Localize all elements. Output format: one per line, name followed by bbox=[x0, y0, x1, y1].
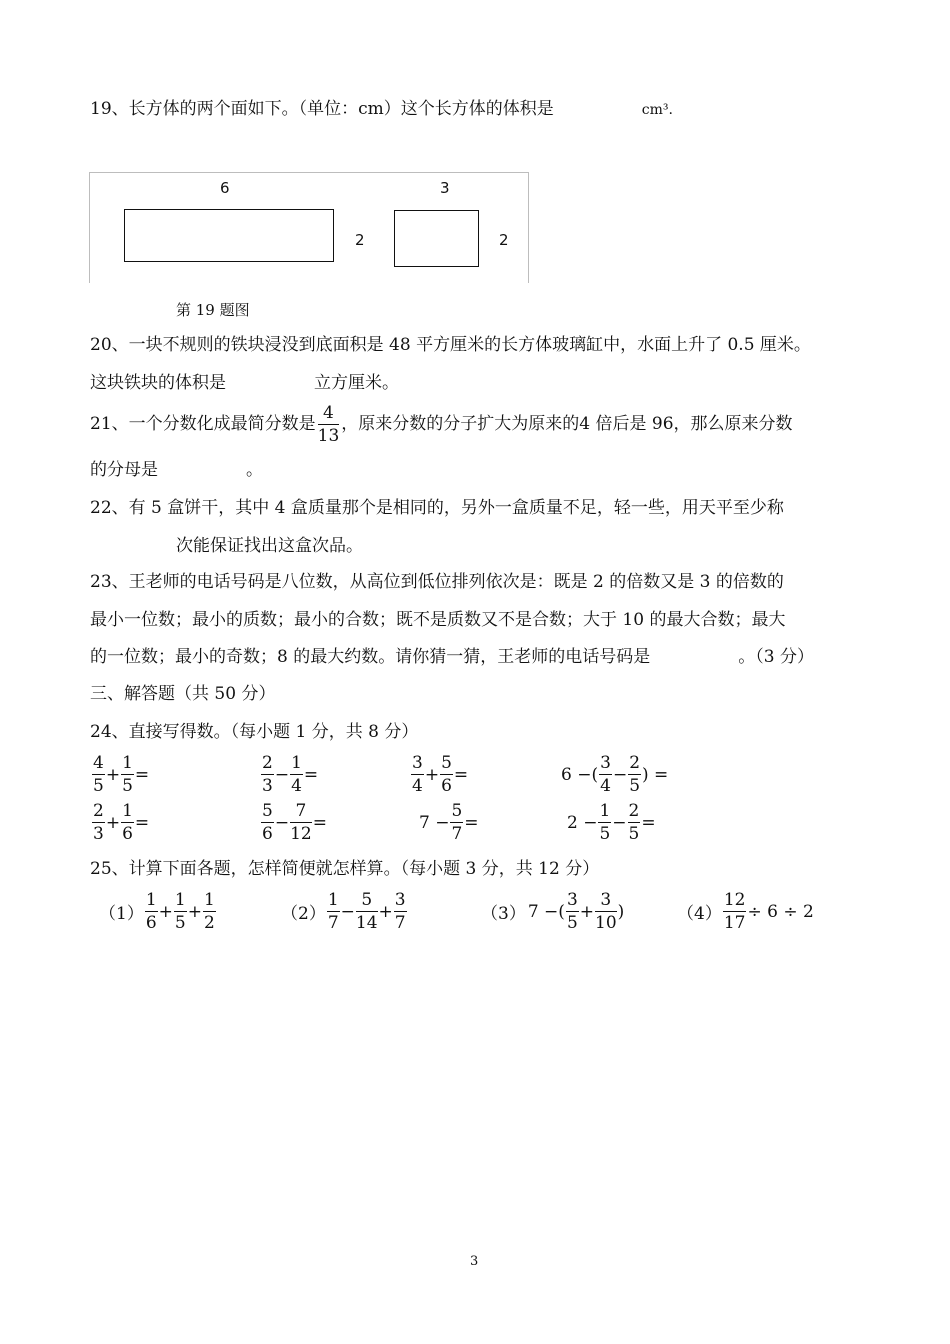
q24-row2-item-1-frac2 bbox=[121, 800, 134, 845]
q24-row2-item-2-frac2 bbox=[290, 800, 312, 845]
q25-item-1-frac-b bbox=[174, 889, 187, 934]
q22-line2: 次能保证找出这盒次品。 bbox=[176, 536, 363, 556]
q25-item-2-frac-b-num: 5 bbox=[356, 889, 378, 912]
q21-line1 bbox=[90, 402, 793, 446]
q21-line2a: 的分母是 bbox=[90, 460, 158, 480]
q19-label-width: 3 bbox=[440, 179, 450, 197]
q21-line2 bbox=[90, 460, 263, 480]
q24-row2-item-3-eq: = bbox=[464, 812, 479, 833]
q24-row1-item-4-op: − bbox=[612, 764, 628, 785]
q19-face-front bbox=[124, 209, 334, 262]
q24-row1-item-3-frac2-den: 6 bbox=[441, 776, 452, 796]
q24-row2-item-4-frac1 bbox=[598, 800, 611, 845]
q24-row1-item-3-frac2-num: 5 bbox=[441, 753, 452, 773]
q25-item-1-frac-a bbox=[145, 889, 158, 934]
q19-label-length: 6 bbox=[220, 179, 230, 197]
q24-row2-item-1-frac1 bbox=[92, 800, 105, 845]
q21-line2b: 。 bbox=[246, 460, 263, 480]
q25-title: 25、计算下面各题，怎样简便就怎样算。（每小题 3 分，共 12 分） bbox=[90, 859, 600, 879]
q19-prompt: 19、长方体的两个面如下。（单位：cm）这个长方体的体积是 bbox=[90, 99, 554, 119]
q24-row1-item-4-pre: 6 −( bbox=[561, 764, 599, 785]
q24-row2-item-1-eq: = bbox=[134, 812, 150, 833]
q24-row1-item-2-op: − bbox=[274, 764, 290, 785]
q25-item-2-op2: + bbox=[378, 901, 393, 922]
q25-item-3-post: ) bbox=[617, 901, 625, 922]
q25-item-2-label: （2） bbox=[281, 904, 326, 924]
q25-item-2-frac-c-num: 3 bbox=[394, 890, 406, 910]
q25-item-2-frac-c bbox=[394, 889, 407, 934]
q25-item-2-frac-b-den: 14 bbox=[355, 913, 378, 933]
q24-row2-item-1 bbox=[92, 800, 150, 845]
q24-row2-item-4 bbox=[566, 800, 657, 845]
q24-row1-item-3-frac1-num: 3 bbox=[412, 753, 423, 773]
q25-item-3-frac-a-num: 3 bbox=[566, 890, 578, 910]
q25-item-1-frac-b-den: 5 bbox=[174, 913, 186, 933]
q24-row1-item-1-frac2-den: 5 bbox=[122, 776, 133, 796]
q20-line1: 20、一块不规则的铁块浸没到底面积是 48 平方厘米的长方体玻璃缸中，水面上升了 0.5 厘米。 bbox=[90, 335, 811, 355]
q20-line2a: 这块铁块的体积是 bbox=[90, 373, 226, 393]
q24-row2-item-3-frac1-num: 5 bbox=[451, 801, 463, 821]
q24-row1-item-3-frac1-den: 4 bbox=[412, 776, 423, 796]
q25-item-3-frac-b-den: 10 bbox=[595, 913, 617, 933]
q24-row1-item-2-frac1-den: 3 bbox=[262, 776, 273, 796]
q24-row1-item-1-frac2 bbox=[121, 752, 134, 797]
q25-item-3-frac-a bbox=[566, 889, 579, 934]
q25-item-2-frac-b bbox=[356, 889, 378, 934]
q24-row2-item-4-frac1-den: 5 bbox=[599, 824, 611, 844]
q25-item-4-frac-a-den: 17 bbox=[723, 913, 746, 933]
q24-row1-item-1 bbox=[92, 752, 150, 797]
q25-item-1-label: （1） bbox=[99, 904, 144, 924]
q25-item-1-frac-c bbox=[203, 889, 216, 934]
q24-row2-item-4-op: − bbox=[612, 812, 627, 833]
q24-row1-item-2-frac2 bbox=[290, 752, 303, 797]
q24-row1-item-4-frac1 bbox=[599, 752, 612, 797]
q24-row2-item-2-frac2-num: 7 bbox=[290, 800, 312, 823]
q23-line3 bbox=[90, 647, 814, 667]
q24-row2-item-4-pre: 2 − bbox=[567, 812, 598, 833]
page-number: 3 bbox=[470, 1254, 479, 1269]
q24-row2-item-4-eq: = bbox=[641, 812, 656, 833]
q24-row2-item-3 bbox=[418, 800, 480, 845]
q25-item-3-frac-b-num: 3 bbox=[595, 889, 617, 912]
q24-row2-item-1-frac2-num: 1 bbox=[122, 801, 133, 821]
q24-row1-item-3-eq: = bbox=[453, 764, 469, 785]
q24-row2-item-2-eq: = bbox=[312, 812, 327, 833]
q24-row1-item-2-frac2-num: 1 bbox=[291, 753, 302, 773]
q24-row1-item-2-frac1 bbox=[261, 752, 274, 797]
q24-row1-item-2 bbox=[261, 752, 319, 797]
q25-item-3-label: （3） bbox=[481, 904, 526, 924]
q21-fraction bbox=[318, 402, 340, 447]
q25-item-3-op1: + bbox=[579, 901, 595, 922]
q25-item-4-label: （4） bbox=[677, 904, 722, 924]
q21-a: 21、一个分数化成最简分数是 bbox=[90, 414, 316, 434]
q24-row1-item-1-frac1-num: 4 bbox=[93, 753, 104, 773]
q25-item-2-frac-c-den: 7 bbox=[394, 913, 406, 933]
q24-row2-item-2-frac1 bbox=[261, 800, 274, 845]
q25-item-1-op2: + bbox=[187, 901, 202, 922]
q24-row2-item-2 bbox=[261, 800, 328, 845]
q19-caption: 第 19 题图 bbox=[176, 301, 250, 319]
q20-line2 bbox=[90, 373, 399, 393]
q24-row1-item-4-frac2-num: 2 bbox=[629, 753, 641, 773]
q24-row1-item-1-frac1-den: 5 bbox=[93, 776, 104, 796]
q24-row2-item-2-frac1-num: 5 bbox=[262, 801, 273, 821]
q24-row2-item-4-frac2-num: 2 bbox=[628, 801, 640, 821]
q25-item-2-frac-a-num: 1 bbox=[327, 890, 339, 910]
q25-item-2 bbox=[280, 889, 407, 934]
q24-row1-item-2-eq: = bbox=[303, 764, 319, 785]
q24-row2-item-3-frac1-den: 7 bbox=[451, 824, 463, 844]
q24-row1-item-3-frac1 bbox=[411, 752, 424, 797]
q24-row2-item-2-frac1-den: 6 bbox=[262, 824, 273, 844]
q24-row2-item-1-frac2-den: 6 bbox=[122, 824, 133, 844]
q24-row2-item-3-pre: 7 − bbox=[419, 812, 450, 833]
q25-item-1-frac-b-num: 1 bbox=[174, 890, 186, 910]
q24-row2-item-1-frac1-num: 2 bbox=[93, 801, 104, 821]
q23-line3b: 。（3 分） bbox=[738, 647, 814, 667]
q19-unit: cm³. bbox=[641, 102, 673, 118]
q24-row1-item-2-frac1-num: 2 bbox=[262, 753, 273, 773]
q25-item-3-frac-b bbox=[595, 889, 617, 934]
q24-row2-item-2-op: − bbox=[274, 812, 290, 833]
q21-b: ，原来分数的分子扩大为原来的4 倍后是 96，那么原来分数 bbox=[341, 414, 793, 434]
q25-item-4-frac-a bbox=[723, 889, 747, 934]
q24-row1-item-4-frac1-num: 3 bbox=[600, 753, 611, 773]
q24-row2-item-1-op: + bbox=[105, 812, 121, 833]
q25-item-2-frac-a bbox=[327, 889, 340, 934]
q25-item-3-frac-a-den: 5 bbox=[566, 913, 578, 933]
section-three-heading: 三、解答题（共 50 分） bbox=[90, 684, 276, 704]
q24-row1-item-1-frac1 bbox=[92, 752, 105, 797]
q24-row1-item-4-frac2 bbox=[628, 752, 641, 797]
q25-item-3-pre: 7 −( bbox=[527, 901, 565, 922]
q24-row1-item-4-frac1-den: 4 bbox=[600, 776, 611, 796]
q25-item-1-frac-a-num: 1 bbox=[145, 890, 157, 910]
q21-den: 13 bbox=[317, 425, 340, 446]
q22-line1: 22、有 5 盒饼干，其中 4 盒质量那个是相同的，另外一盒质量不足，轻一些，用天平至少称 bbox=[90, 498, 784, 518]
q25-item-2-op1: − bbox=[340, 901, 355, 922]
q24-row1-item-4 bbox=[560, 752, 669, 797]
q25-item-4-tail: ÷ 6 ÷ 2 bbox=[747, 901, 814, 922]
q23-line1: 23、王老师的电话号码是八位数，从高位到低位排列依次是：既是 2 的倍数又是 3 的倍数的 bbox=[90, 572, 784, 592]
q21-num: 4 bbox=[318, 402, 340, 425]
q24-row2-item-2-frac2-den: 12 bbox=[290, 824, 312, 844]
q23-line2: 最小一位数；最小的质数；最小的合数；既不是质数又不是合数；大于 10 的最大合数；最大 bbox=[90, 610, 786, 630]
q25-item-3 bbox=[480, 889, 625, 934]
q25-item-2-frac-a-den: 7 bbox=[327, 913, 339, 933]
q24-row2-item-3-frac1 bbox=[450, 800, 463, 845]
q24-row1-item-3 bbox=[411, 752, 469, 797]
q24-row1-item-1-frac2-num: 1 bbox=[122, 753, 133, 773]
q24-row2-item-4-frac1-num: 1 bbox=[599, 801, 611, 821]
q24-title: 24、直接写得数。（每小题 1 分，共 8 分） bbox=[90, 722, 419, 742]
q19-text bbox=[90, 99, 673, 120]
q25-item-1-op1: + bbox=[158, 901, 173, 922]
q24-row2-item-4-frac2-den: 5 bbox=[628, 824, 640, 844]
q25-item-1-frac-c-den: 2 bbox=[203, 913, 215, 933]
q25-item-1-frac-a-den: 6 bbox=[145, 913, 157, 933]
q20-line2b: 立方厘米。 bbox=[314, 373, 399, 393]
q25-item-1-frac-c-num: 1 bbox=[203, 890, 215, 910]
q24-row2-item-1-frac1-den: 3 bbox=[93, 824, 104, 844]
q24-row1-item-1-eq: = bbox=[134, 764, 150, 785]
q25-item-4-frac-a-num: 12 bbox=[723, 890, 746, 910]
q25-item-1 bbox=[98, 889, 216, 934]
q24-row1-item-4-frac2-den: 5 bbox=[629, 776, 641, 796]
q24-row1-item-3-frac2 bbox=[440, 752, 453, 797]
q25-item-4 bbox=[676, 889, 815, 934]
q24-row1-item-2-frac2-den: 4 bbox=[291, 776, 302, 796]
q24-row1-item-4-post: ) = bbox=[642, 764, 669, 785]
q19-face-side bbox=[394, 210, 479, 267]
q19-label-height2: 2 bbox=[499, 231, 509, 249]
q24-row1-item-3-op: + bbox=[424, 764, 440, 785]
q24-row2-item-4-frac2 bbox=[628, 800, 641, 845]
q23-line3a: 的一位数；最小的奇数；8 的最大约数。请你猜一猜，王老师的电话号码是 bbox=[90, 647, 651, 667]
q19-figure bbox=[89, 172, 529, 283]
q19-label-height1: 2 bbox=[355, 231, 365, 249]
q24-row1-item-1-op: + bbox=[105, 764, 121, 785]
